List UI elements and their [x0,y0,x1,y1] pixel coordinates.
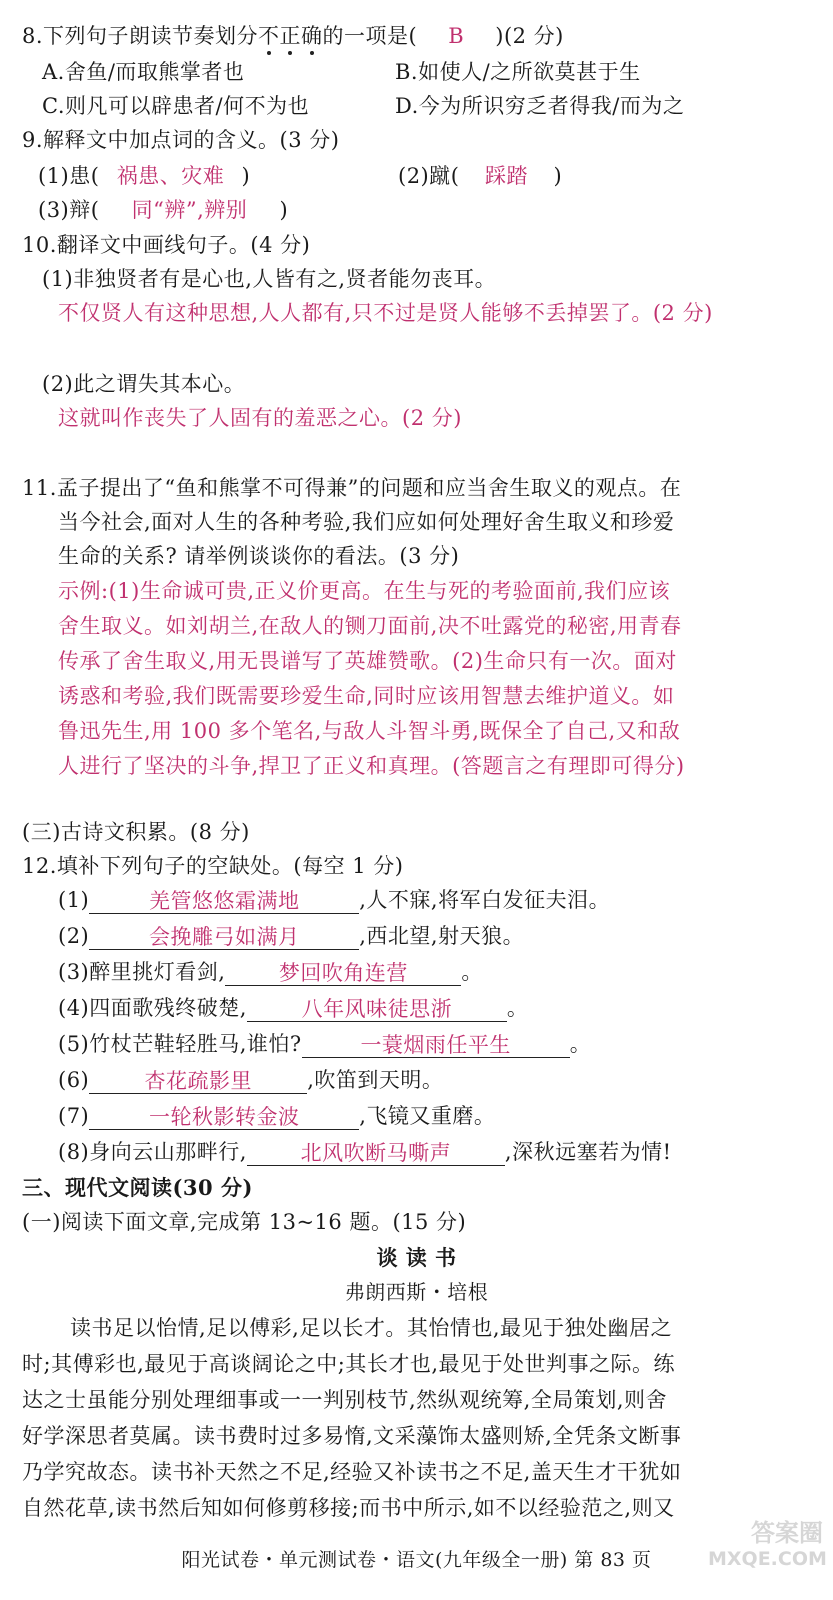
q8-option-a: A.舍鱼/而取熊掌者也 [42,60,245,84]
q12-blank: 会挽雕弓如满月 [89,923,359,950]
dotted-char: 正 [279,24,302,48]
q9-answer-3: 同“辨”,辨别 [131,198,248,222]
q11-answer-line: 鲁迅先生,用 100 多个笔名,与敌人斗智斗勇,既保全了自己,又和敌 [58,719,681,743]
q11-answer-line: 舍生取义。如刘胡兰,在敌人的铡刀面前,决不吐露党的秘密,用青春 [58,614,682,638]
q12-item: (5)竹杖芒鞋轻胜马,谁怕? 一蓑烟雨任平生 。 [58,1032,592,1057]
article-line: 达之士虽能分别处理细事或一一判别枝节,然纵观统筹,全局策划,则舍 [22,1388,668,1412]
q10-answer-1: 不仅贤人有这种思想,人人都有,只不过是贤人能够不丢掉罢了。(2 分) [58,301,713,325]
q10-sentence-1: (1)非独贤者有是心也,人皆有之,贤者能勿丧耳。 [42,267,497,291]
article-line: 时;其傅彩也,最见于高谈阔论之中;其长才也,最见于处世判事之际。练 [22,1352,675,1376]
dotted-char: 不 [258,24,280,48]
q9-item-1: (1)患( 祸患、灾难 ) [38,164,251,188]
q12-blank: 梦回吹角连营 [225,959,461,986]
article-line: 乃学究故态。读书补天然之不足,经验又补读书之不足,盖天生才干犹如 [22,1460,682,1484]
q11-stem-line: 当今社会,面对人生的各种考验,我们应如何处理好舍生取义和珍爱 [58,510,675,534]
watermark-logo: 答案圈 MXQE.COM [708,1519,827,1570]
article-line: 读书足以怡情,足以傅彩,足以长才。其怡情也,最见于独处幽居之 [70,1316,673,1340]
q10-answer-2: 这就叫作丧失了人固有的羞恶之心。(2 分) [58,406,462,430]
part-subtitle: (一)阅读下面文章,完成第 13~16 题。(15 分) [22,1210,467,1234]
q9-item-2: (2)蹴( 踩踏 ) [398,164,563,188]
q12-blank: 八年风味徒思浙 [247,995,507,1022]
q9-stem: 9.解释文中加点词的含义。(3 分) [22,128,340,152]
q8-stem: 8.下列句子朗读节奏划分不正确的一项是( B )(2 分) [22,24,564,48]
q11-answer-line: 人进行了坚决的斗争,捍卫了正义和真理。(答题言之有理即可得分) [58,754,685,778]
q12-stem: 12.填补下列句子的空缺处。(每空 1 分) [22,854,404,878]
q8-option-d: D.今为所识穷乏者得我/而为之 [395,94,685,118]
article-line: 自然花草,读书然后知如何修剪移接;而书中所示,如不以经验范之,则又 [22,1496,675,1520]
q11-stem-line: 生命的关系? 请举例谈谈你的看法。(3 分) [58,544,460,568]
part-title: 三、现代文阅读(30 分) [22,1175,253,1200]
q12-blank: 北风吹断马嘶声 [247,1139,505,1166]
q10-stem: 10.翻译文中画线句子。(4 分) [22,233,311,257]
q12-item: (8)身向云山那畔行, 北风吹断马嘶声 ,深秋远塞若为情! [58,1140,672,1165]
q11-answer-line: 传承了舍生取义,用无畏谱写了英雄赞歌。(2)生命只有一次。面对 [58,649,677,673]
article-title: 谈 读 书 [376,1245,457,1270]
q12-blank: 一蓑烟雨任平生 [302,1031,570,1058]
q12-item: (7) 一轮秋影转金波 ,飞镜又重磨。 [58,1104,496,1129]
q8-answer: B [448,24,465,48]
q9-answer-2: 踩踏 [484,164,528,188]
dotted-char: 确 [301,24,323,48]
q9-item-3: (3)辩( 同“辨”,辨别 ) [38,198,289,222]
q10-sentence-2: (2)此之谓失其本心。 [42,372,246,396]
section-title: (三)古诗文积累。(8 分) [22,820,250,844]
q12-blank: 杏花疏影里 [89,1067,307,1094]
q12-blank: 一轮秋影转金波 [89,1103,359,1130]
article-line: 好学深思者莫属。读书费时过多易惰,文采藻饰太盛则矫,全凭条文断事 [22,1424,682,1448]
q11-answer-line: 诱惑和考验,我们既需要珍爱生命,同时应该用智慧去维护道义。如 [58,684,675,708]
q12-item: (2) 会挽雕弓如满月 ,西北望,射天狼。 [58,924,525,949]
page-footer: 阳光试卷・单元测试卷・语文(九年级全一册) 第 83 页 [181,1549,652,1571]
q12-item: (4)四面歌残终破楚, 八年风味徒思浙 。 [58,996,529,1021]
q12-blank: 羌管悠悠霜满地 [89,887,359,914]
q8-option-c: C.则凡可以辟患者/何不为也 [42,94,310,118]
q11-answer-line: 示例:(1)生命诚可贵,正义价更高。在生与死的考验面前,我们应该 [58,579,671,603]
q12-item: (1) 羌管悠悠霜满地 ,人不寐,将军白发征夫泪。 [58,888,611,913]
q12-item: (6) 杏花疏影里 ,吹笛到天明。 [58,1068,444,1093]
q8-option-b: B.如使人/之所欲莫甚于生 [395,60,641,84]
q12-item: (3)醉里挑灯看剑, 梦回吹角连营 。 [58,960,483,985]
q11-stem-line: 11.孟子提出了“鱼和熊掌不可得兼”的问题和应当舍生取义的观点。在 [22,476,682,500]
article-author: 弗朗西斯・培根 [344,1280,489,1304]
q9-answer-1: 祸患、灾难 [116,164,225,188]
